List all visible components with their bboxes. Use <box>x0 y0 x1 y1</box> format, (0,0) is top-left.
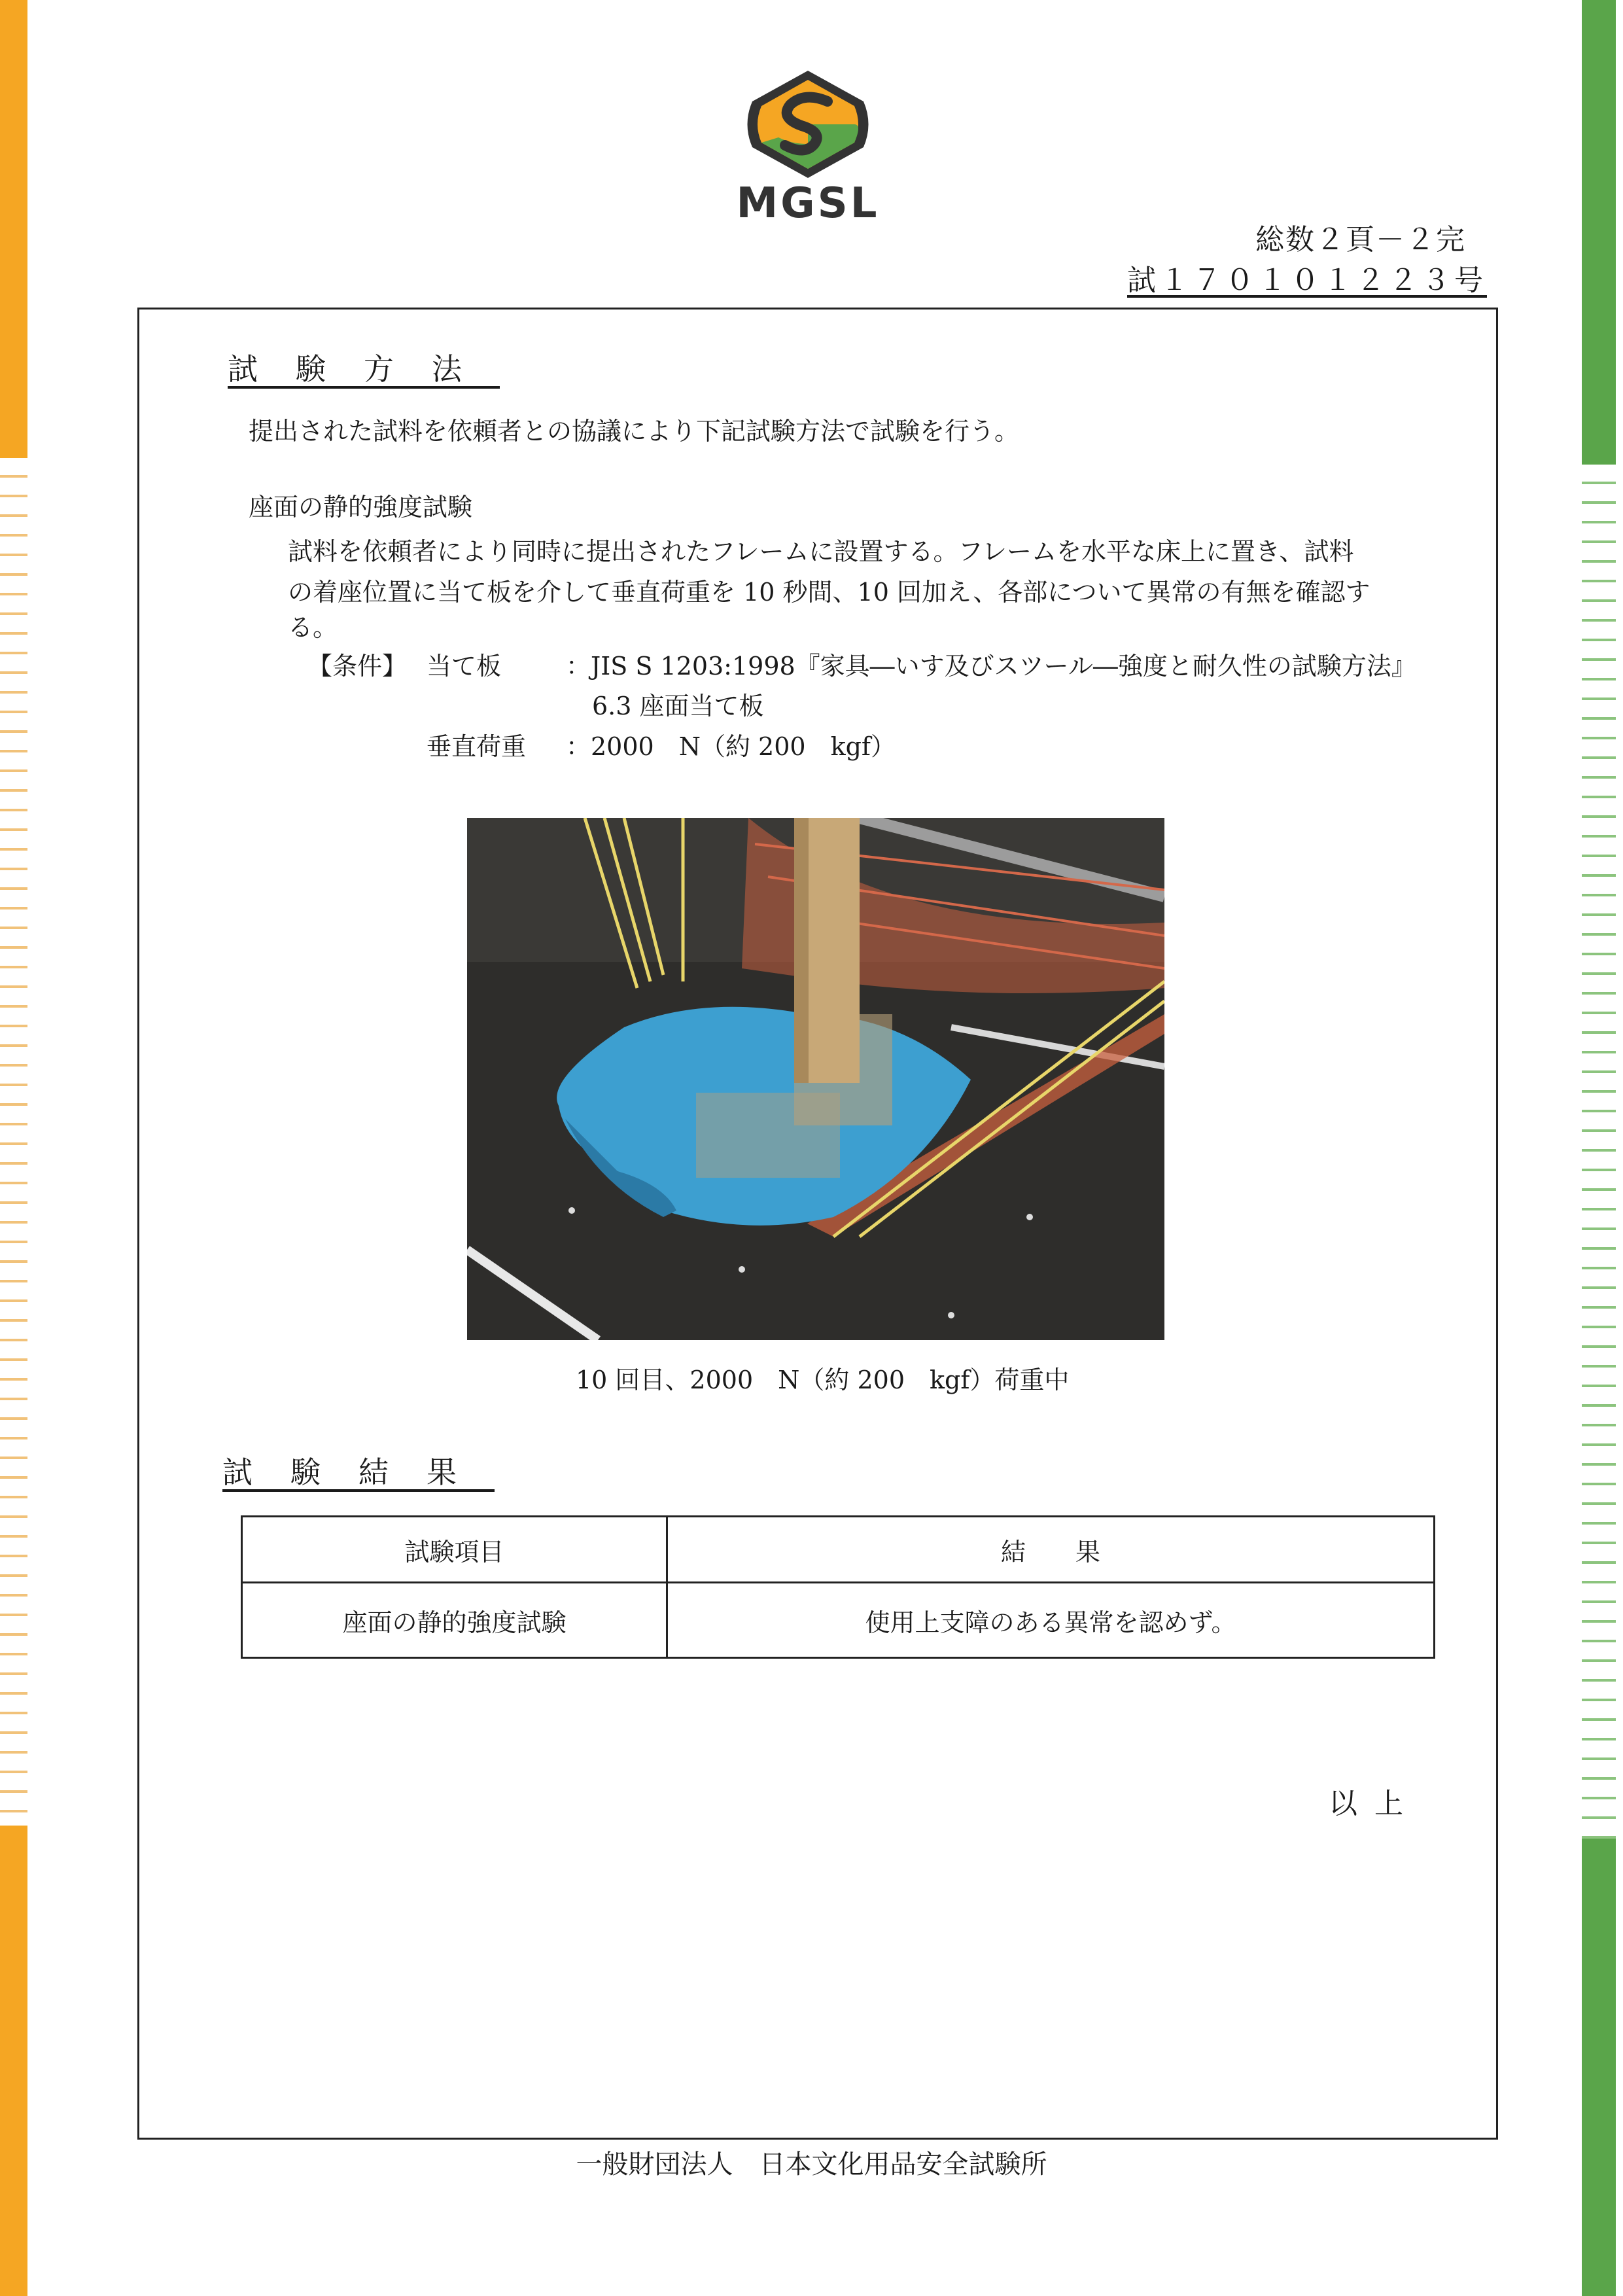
table-cell: 使用上支障のある異常を認めず。 <box>667 1583 1435 1658</box>
test-photo <box>467 818 1164 1340</box>
closing-mark: 以上 <box>1329 1787 1420 1820</box>
condition-key: 垂直荷重 <box>427 732 527 761</box>
results-table <box>241 1515 1435 1659</box>
page-count: 総数２頁－２完 <box>1255 223 1466 256</box>
results-heading: 試験結果 <box>222 1455 495 1490</box>
right-green-strip <box>1582 0 1616 465</box>
right-lined-strip <box>1582 465 1616 1839</box>
condition-value: ：JIS S 1203:1998『家具―いす及びスツール―強度と耐久性の試験方法』 <box>566 652 1416 680</box>
test-name: 座面の静的強度試験 <box>249 493 473 521</box>
method-intro: 提出された試料を依頼者との協議により下記試験方法で試験を行う。 <box>249 417 1020 446</box>
table-cell: 座面の静的強度試験 <box>242 1583 667 1658</box>
condition-value-cont: 6.3 座面当て板 <box>592 692 764 720</box>
condition-key: 当て板 <box>427 652 502 680</box>
table-row <box>242 1583 1435 1658</box>
table-header-cell: 試験項目 <box>242 1517 667 1583</box>
logo-text: MGSL <box>736 179 880 228</box>
mgsl-logo <box>726 65 890 229</box>
condition-value: ：2000 N（約 200 kgf） <box>566 732 896 761</box>
description-line: る。 <box>288 613 338 642</box>
left-lined-strip <box>0 458 27 1826</box>
left-orange-strip <box>0 0 27 458</box>
reference-number: 試１７０１０１２２３号 <box>1127 264 1487 297</box>
right-green-strip-bottom <box>1582 1839 1616 2296</box>
description-line: の着座位置に当て板を介して垂直荷重を 10 秒間、10 回加え、各部について異常の有無を確認す <box>288 578 1370 607</box>
table-header-cell: 結 果 <box>667 1517 1435 1583</box>
method-heading: 試験方法 <box>228 351 500 387</box>
mgsl-emblem-icon <box>739 65 877 183</box>
photo-caption: 10 回目、2000 N（約 200 kgf）荷重中 <box>576 1366 1070 1394</box>
left-orange-strip-bottom <box>0 1826 27 2296</box>
conditions-label: 【条件】 <box>307 652 408 680</box>
table-header-row <box>242 1517 1435 1583</box>
description-line: 試料を依頼者により同時に提出されたフレームに設置する。フレームを水平な床上に置き、試料 <box>288 537 1354 566</box>
footer-organization: 一般財団法人 日本文化用品安全試験所 <box>576 2149 1047 2180</box>
